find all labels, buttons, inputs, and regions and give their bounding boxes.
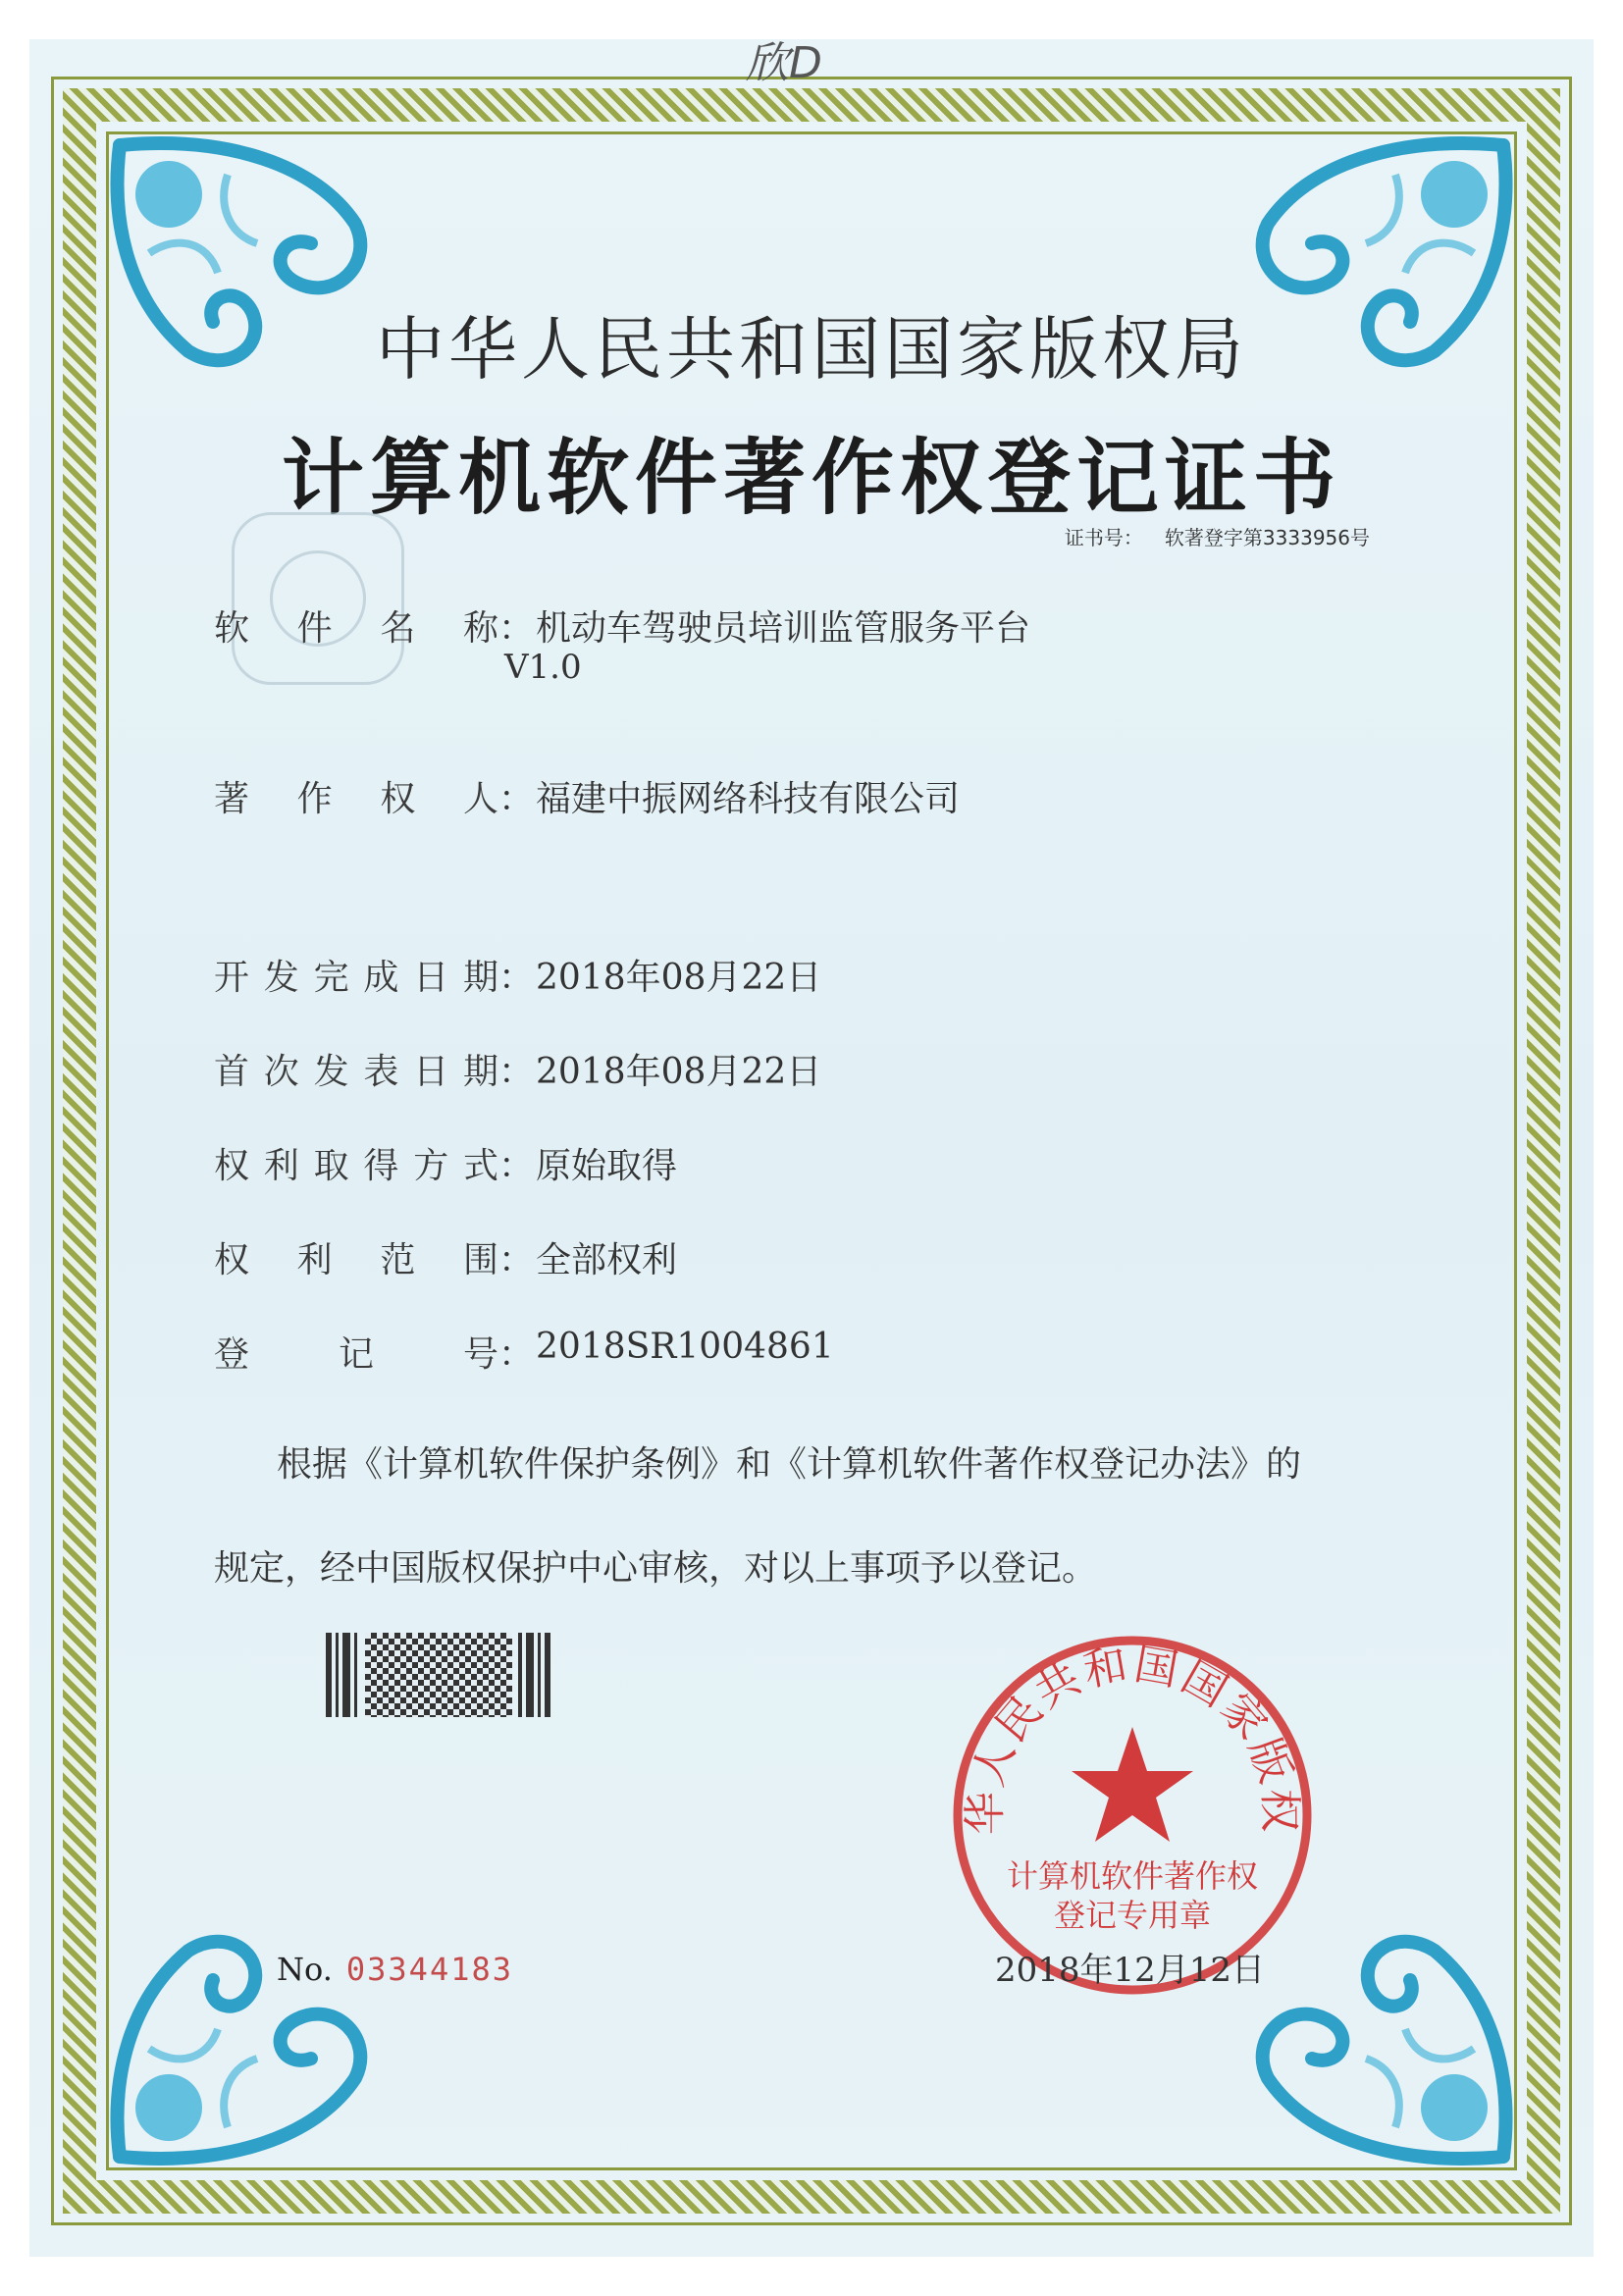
certificate-title: 计算机软件著作权登记证书 bbox=[281, 429, 1341, 526]
field-value: 原始取得 bbox=[536, 1146, 678, 1186]
field-value: 2018年08月22日 bbox=[536, 1052, 822, 1092]
software-version: V1.0 bbox=[504, 648, 582, 687]
field-development-date: 开 发 完 成 日 期 ： 2018年08月22日 bbox=[214, 950, 821, 1000]
field-label: 软 件 名 称 bbox=[214, 608, 498, 649]
corner-ornament-bottom-left bbox=[110, 1911, 404, 2166]
issuer-title: 中华人民共和国国家版权局 bbox=[376, 309, 1247, 390]
field-label: 权 利 范 围 bbox=[214, 1240, 498, 1280]
certificate-number-value: 软著登字第3333956号 bbox=[1164, 526, 1370, 549]
field-value: 机动车驾驶员培训监管服务平台 bbox=[536, 608, 1031, 649]
seal-text-line-1: 计算机软件著作权 bbox=[1006, 1857, 1258, 1895]
field-label: 开 发 完 成 日 期 bbox=[214, 958, 498, 998]
barcode bbox=[326, 1633, 557, 1717]
serial-value: 03344183 bbox=[345, 1951, 513, 1988]
certificate-number-label: 证书号： bbox=[1064, 526, 1143, 549]
field-label: 著 作 权 人 bbox=[214, 779, 498, 819]
field-publication-date: 首 次 发 表 日 期 ： 2018年08月22日 bbox=[214, 1044, 821, 1094]
legal-basis-line-2: 规定，经中国版权保护中心审核，对以上事项予以登记。 bbox=[214, 1548, 1098, 1589]
field-label: 登 记 号 bbox=[214, 1334, 498, 1375]
seal-ring-text: 华人民共和国国家版权 bbox=[960, 1639, 1305, 1836]
field-acquisition-method: 权 利 取 得 方 式 ： 原始取得 bbox=[214, 1138, 677, 1188]
legal-basis-line-1: 根据《计算机软件保护条例》和《计算机软件著作权登记办法》的 bbox=[277, 1444, 1302, 1485]
field-copyright-owner: 著 作 权 人 ： 福建中振网络科技有限公司 bbox=[214, 771, 960, 821]
seal-text-line-2: 登记专用章 bbox=[1053, 1897, 1211, 1934]
handwritten-note: 欣D bbox=[746, 38, 822, 88]
field-label: 首 次 发 表 日 期 bbox=[214, 1052, 498, 1092]
field-value: 2018年08月22日 bbox=[536, 958, 822, 998]
issue-date: 2018年12月12日 bbox=[995, 1951, 1266, 1990]
field-value: 福建中振网络科技有限公司 bbox=[536, 779, 961, 819]
field-label: 权 利 取 得 方 式 bbox=[214, 1146, 498, 1186]
serial-number bbox=[277, 1951, 513, 1988]
serial-prefix: No. bbox=[277, 1951, 333, 1988]
field-rights-scope: 权 利 范 围 ： 全部权利 bbox=[214, 1232, 677, 1282]
embossed-stamp bbox=[232, 512, 404, 685]
certificate-number bbox=[1065, 522, 1370, 550]
field-registration-number: 登 记 号 ： 2018SR1004861 bbox=[214, 1327, 834, 1375]
field-value: 全部权利 bbox=[536, 1240, 678, 1280]
field-software-name: 软 件 名 称 ： 机动车驾驶员培训监管服务平台 bbox=[214, 600, 1030, 651]
field-value: 2018SR1004861 bbox=[536, 1327, 834, 1367]
